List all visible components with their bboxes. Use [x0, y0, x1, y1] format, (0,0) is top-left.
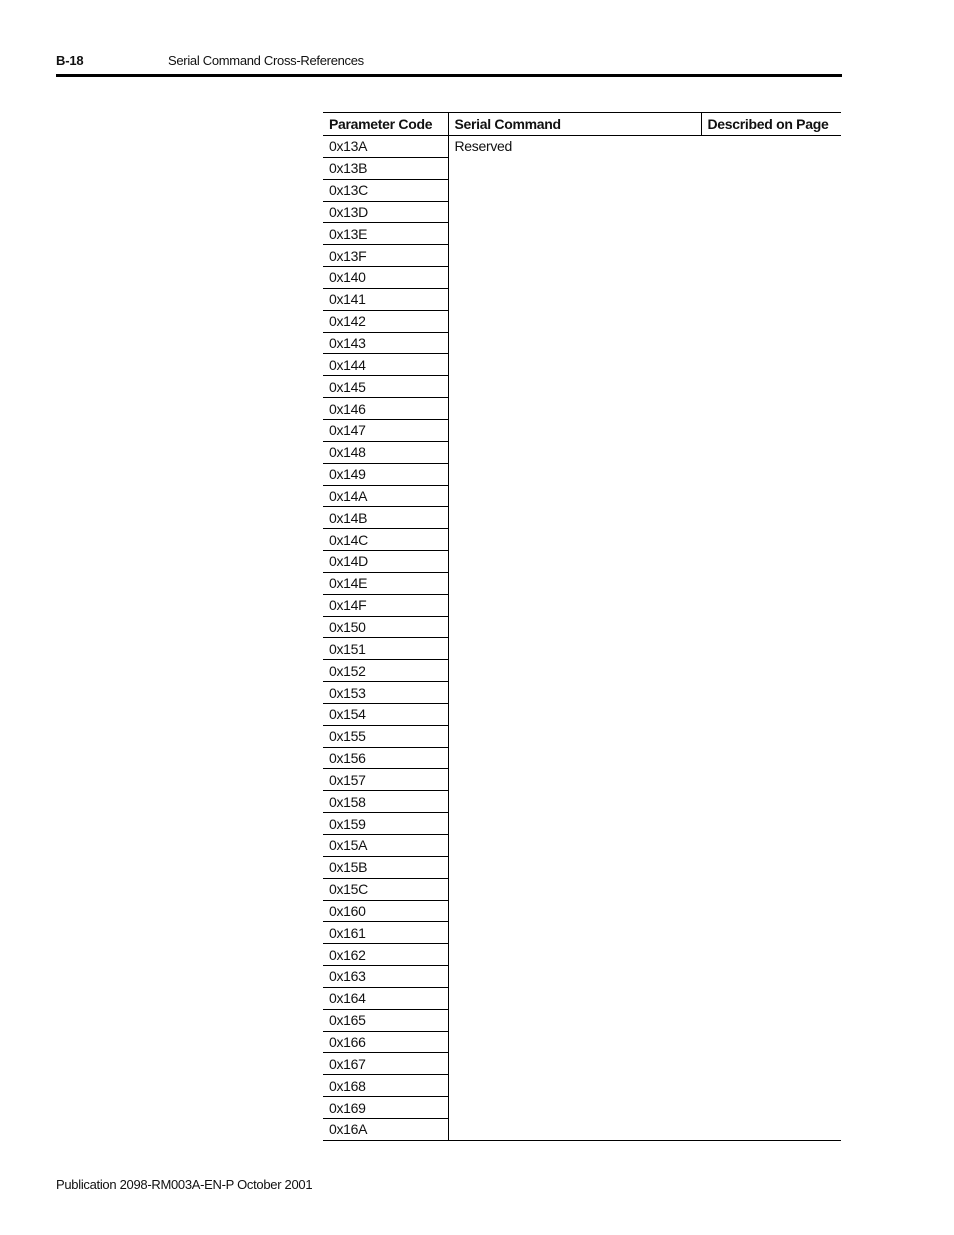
- parameter-code-cell: 0x158: [323, 791, 448, 813]
- parameter-code-cell: 0x150: [323, 616, 448, 638]
- parameter-code-cell: 0x149: [323, 463, 448, 485]
- parameter-code-cell: 0x13E: [323, 223, 448, 245]
- parameter-code-cell: 0x168: [323, 1075, 448, 1097]
- table-row: [323, 136, 841, 158]
- header-rule: [56, 74, 842, 77]
- described-on-page-cell: [701, 136, 841, 1141]
- parameter-code-cell: 0x159: [323, 813, 448, 835]
- parameter-code-cell: 0x15B: [323, 856, 448, 878]
- parameter-code-cell: 0x14C: [323, 529, 448, 551]
- parameter-code-cell: 0x144: [323, 354, 448, 376]
- parameter-code-cell: 0x140: [323, 267, 448, 289]
- page-header: [0, 0, 954, 80]
- parameter-code-cell: 0x169: [323, 1097, 448, 1119]
- parameter-code-cell: 0x15A: [323, 835, 448, 857]
- parameter-code-cell: 0x13A: [323, 136, 448, 158]
- column-header-serial-command: Serial Command: [448, 113, 701, 136]
- publication-footer: Publication 2098-RM003A-EN-P October 2001: [56, 1177, 313, 1192]
- parameter-code-cell: 0x162: [323, 944, 448, 966]
- column-header-parameter-code: Parameter Code: [323, 113, 448, 136]
- serial-command-cell: Reserved: [448, 136, 701, 1141]
- parameter-code-cell: 0x155: [323, 725, 448, 747]
- page-number: B-18: [56, 53, 84, 68]
- table-header-row: [323, 113, 841, 136]
- parameter-code-cell: 0x143: [323, 332, 448, 354]
- parameter-code-cell: 0x156: [323, 747, 448, 769]
- parameter-code-cell: 0x148: [323, 441, 448, 463]
- parameter-code-cell: 0x154: [323, 703, 448, 725]
- parameter-code-cell: 0x165: [323, 1009, 448, 1031]
- parameter-code-cell: 0x14D: [323, 551, 448, 573]
- parameter-code-cell: 0x13D: [323, 201, 448, 223]
- parameter-code-cell: 0x16A: [323, 1118, 448, 1140]
- cross-reference-table: [323, 112, 841, 1141]
- parameter-code-cell: 0x141: [323, 288, 448, 310]
- parameter-code-cell: 0x14A: [323, 485, 448, 507]
- parameter-code-cell: 0x13F: [323, 245, 448, 267]
- parameter-code-cell: 0x147: [323, 419, 448, 441]
- parameter-code-cell: 0x13B: [323, 157, 448, 179]
- section-title: Serial Command Cross-References: [168, 53, 364, 68]
- column-header-described-on-page: Described on Page: [701, 113, 841, 136]
- parameter-code-cell: 0x153: [323, 682, 448, 704]
- parameter-code-cell: 0x15C: [323, 878, 448, 900]
- parameter-code-cell: 0x166: [323, 1031, 448, 1053]
- parameter-code-cell: 0x14F: [323, 594, 448, 616]
- cross-reference-table-container: [323, 112, 841, 1141]
- parameter-code-cell: 0x145: [323, 376, 448, 398]
- parameter-code-cell: 0x163: [323, 966, 448, 988]
- parameter-code-cell: 0x142: [323, 310, 448, 332]
- parameter-code-cell: 0x160: [323, 900, 448, 922]
- table-header: [323, 113, 841, 136]
- parameter-code-cell: 0x151: [323, 638, 448, 660]
- parameter-code-cell: 0x167: [323, 1053, 448, 1075]
- parameter-code-cell: 0x152: [323, 660, 448, 682]
- parameter-code-cell: 0x14E: [323, 572, 448, 594]
- parameter-code-cell: 0x164: [323, 987, 448, 1009]
- parameter-code-cell: 0x13C: [323, 179, 448, 201]
- table-body: [323, 136, 841, 1141]
- parameter-code-cell: 0x146: [323, 398, 448, 420]
- parameter-code-cell: 0x14B: [323, 507, 448, 529]
- parameter-code-cell: 0x157: [323, 769, 448, 791]
- parameter-code-cell: 0x161: [323, 922, 448, 944]
